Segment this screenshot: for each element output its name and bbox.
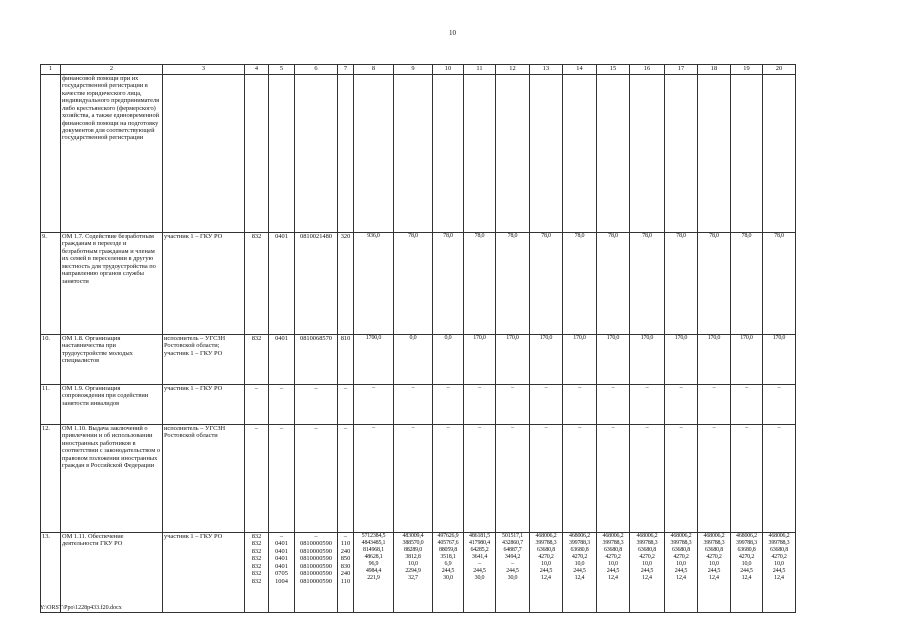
expense-value: 78,0 — [698, 233, 731, 335]
expense-value: 468006,2 399788,3 63680,8 4270,2 10,0 244,5 12,4 — [698, 533, 731, 613]
row-number: 12. — [41, 425, 61, 533]
expense-value: 5712384,5 4843485,1 814968,1 48628,1 96,9 4984,4 221,9 — [354, 533, 394, 613]
target-article-code: 0810021480 — [295, 233, 338, 335]
expense-value: 468006,2 399788,3 63680,8 4270,2 10,0 244,5 12,4 — [763, 533, 796, 613]
expense-value: – — [464, 425, 496, 533]
expense-value — [433, 75, 464, 233]
expense-value: – — [464, 385, 496, 425]
row-number: 10. — [41, 335, 61, 385]
column-number-cell: 20 — [763, 65, 796, 75]
expense-value: 170,0 — [698, 335, 731, 385]
column-number-cell: 8 — [354, 65, 394, 75]
table-row — [41, 233, 796, 335]
column-number-row — [41, 65, 796, 75]
column-number-cell: 15 — [597, 65, 630, 75]
measure-name: ОМ 1.11. Обеспечение деятельности ГКУ РО — [61, 533, 163, 613]
expense-value: – — [530, 425, 563, 533]
expense-value — [665, 75, 698, 233]
column-number-cell: 18 — [698, 65, 731, 75]
expense-value: – — [496, 425, 530, 533]
expense-value: 483009,4 388570,0 88289,0 3812,8 10,0 2294,9 32,7 — [394, 533, 433, 613]
expense-value: – — [763, 425, 796, 533]
column-number-cell: 12 — [496, 65, 530, 75]
table-row — [41, 335, 796, 385]
expense-value: 78,0 — [496, 233, 530, 335]
responsible-executor: участник 1 – ГКУ РО — [163, 533, 245, 613]
section-subsection-code: – 0401 0401 0401 0401 0705 1004 — [269, 533, 295, 613]
grbs-code: 832 832 832 832 832 832 832 — [245, 533, 269, 613]
expense-type-code: – 110 240 850 830 240 110 — [338, 533, 354, 613]
table-body — [41, 65, 796, 613]
responsible-executor: исполнитель – УГСЗН Ростовской области; участник 1 – ГКУ РО — [163, 335, 245, 385]
row-number: 13. — [41, 533, 61, 613]
expense-value: – — [563, 425, 597, 533]
row-number: 11. — [41, 385, 61, 425]
expense-value: 936,0 — [354, 233, 394, 335]
expense-value: – — [530, 385, 563, 425]
expense-value — [630, 75, 665, 233]
expense-value — [354, 75, 394, 233]
section-subsection-code — [269, 75, 295, 233]
expense-value: – — [354, 425, 394, 533]
grbs-code — [245, 75, 269, 233]
row-number — [41, 75, 61, 233]
column-number-cell: 1 — [41, 65, 61, 75]
column-number-cell: 2 — [61, 65, 163, 75]
document-path-footer: Y:\ORST\Ppo\1228p433.f20.docx — [40, 605, 122, 611]
budget-table — [40, 64, 796, 613]
expense-value: – — [731, 385, 763, 425]
expense-value: 78,0 — [731, 233, 763, 335]
expense-type-code: – — [338, 385, 354, 425]
target-article-code: – 0810000590 0810000590 0810000590 0810000590 0810000590 0810000590 — [295, 533, 338, 613]
expense-value: 78,0 — [597, 233, 630, 335]
expense-value: 486181,5 417980,4 64285,2 3641,4 – 244,5 30,0 — [464, 533, 496, 613]
expense-type-code: – — [338, 425, 354, 533]
expense-value — [597, 75, 630, 233]
expense-value: – — [354, 385, 394, 425]
expense-value: 170,0 — [464, 335, 496, 385]
expense-value: 468006,2 399788,3 63680,8 4270,2 10,0 244,5 12,4 — [530, 533, 563, 613]
table-row — [41, 385, 796, 425]
expense-value: 78,0 — [394, 233, 433, 335]
expense-value: – — [698, 425, 731, 533]
section-subsection-code: 0401 — [269, 233, 295, 335]
expense-value: 497626,9 405767,6 88059,8 3518,1 6,9 244,5 30,0 — [433, 533, 464, 613]
expense-value: – — [433, 425, 464, 533]
expense-type-code: 320 — [338, 233, 354, 335]
expense-value: – — [394, 385, 433, 425]
expense-value: – — [563, 385, 597, 425]
row-number: 9. — [41, 233, 61, 335]
expense-value — [394, 75, 433, 233]
expense-value: – — [433, 385, 464, 425]
responsible-executor — [163, 75, 245, 233]
measure-name: ОМ 1.10. Выдача заключений о привлечении и об использовании иностранных работников в соответствии с законодательством о правовом положении иностранных граждан в Российской Федерации — [61, 425, 163, 533]
expense-value: 501517,1 432860,7 64887,7 3494,2 – 244,5 30,0 — [496, 533, 530, 613]
expense-value: – — [665, 425, 698, 533]
measure-name: финансовой помощи при их государственной регистрации в качестве юридического лица, индивидуального предпринимателя либо крестьянского (фермерского) хозяйства, а также единовременной финансовой помощи на подготовку документов для соответствующей государственной регистрации — [61, 75, 163, 233]
expense-value: – — [630, 425, 665, 533]
grbs-code: – — [245, 425, 269, 533]
expense-value: 468006,2 399788,3 63680,8 4270,2 10,0 244,5 12,4 — [630, 533, 665, 613]
column-number-cell: 19 — [731, 65, 763, 75]
expense-value: 0,0 — [394, 335, 433, 385]
expense-value: 170,0 — [731, 335, 763, 385]
expense-value — [731, 75, 763, 233]
page-number: 10 — [449, 29, 456, 37]
expense-value: 170,0 — [597, 335, 630, 385]
column-number-cell: 11 — [464, 65, 496, 75]
column-number-cell: 4 — [245, 65, 269, 75]
expense-value: 468006,2 399788,3 63680,8 4270,2 10,0 244,5 12,4 — [597, 533, 630, 613]
expense-value: – — [496, 385, 530, 425]
target-article-code — [295, 75, 338, 233]
column-number-cell: 6 — [295, 65, 338, 75]
expense-value: 78,0 — [433, 233, 464, 335]
expense-value — [763, 75, 796, 233]
measure-name: ОМ 1.7. Содействие безработным гражданам в переезде и безработным гражданам и членам их семей в переселении в другую местность для трудоустройства по направлению органов службы занятости — [61, 233, 163, 335]
expense-value: 468006,2 399788,3 63680,8 4270,2 10,0 244,5 12,4 — [665, 533, 698, 613]
expense-value: 78,0 — [665, 233, 698, 335]
responsible-executor: участник 1 – ГКУ РО — [163, 233, 245, 335]
column-number-cell: 3 — [163, 65, 245, 75]
expense-value — [698, 75, 731, 233]
section-subsection-code: 0401 — [269, 335, 295, 385]
grbs-code: – — [245, 385, 269, 425]
expense-value: 1700,0 — [354, 335, 394, 385]
expense-value: 170,0 — [665, 335, 698, 385]
column-number-cell: 17 — [665, 65, 698, 75]
measure-name: ОМ 1.9. Организация сопровождения при содействии занятости инвалидов — [61, 385, 163, 425]
expense-value — [464, 75, 496, 233]
column-number-cell: 16 — [630, 65, 665, 75]
expense-value: – — [630, 385, 665, 425]
expense-value: 170,0 — [563, 335, 597, 385]
column-number-cell: 9 — [394, 65, 433, 75]
expense-value: 468006,2 399788,3 63680,8 4270,2 10,0 244,5 12,4 — [563, 533, 597, 613]
expense-value: 0,0 — [433, 335, 464, 385]
expense-value: – — [665, 385, 698, 425]
expense-value: 170,0 — [630, 335, 665, 385]
expense-type-code: 810 — [338, 335, 354, 385]
expense-value: 78,0 — [630, 233, 665, 335]
responsible-executor: участник 1 – ГКУ РО — [163, 385, 245, 425]
section-subsection-code: – — [269, 385, 295, 425]
table-row — [41, 425, 796, 533]
expense-value: – — [597, 425, 630, 533]
section-subsection-code: – — [269, 425, 295, 533]
column-number-cell: 14 — [563, 65, 597, 75]
grbs-code: 832 — [245, 335, 269, 385]
expense-value — [496, 75, 530, 233]
expense-value: – — [394, 425, 433, 533]
expense-value: 78,0 — [464, 233, 496, 335]
expense-value: 468006,2 399788,3 63680,8 4270,2 10,0 244,5 12,4 — [731, 533, 763, 613]
expense-value: 78,0 — [763, 233, 796, 335]
responsible-executor: исполнитель – УГСЗН Ростовской области — [163, 425, 245, 533]
expense-value — [563, 75, 597, 233]
measure-name: ОМ 1.8. Организация наставничества при трудоустройстве молодых специалистов — [61, 335, 163, 385]
expense-value: 78,0 — [530, 233, 563, 335]
target-article-code: – — [295, 385, 338, 425]
table-row — [41, 533, 796, 613]
expense-value: – — [698, 385, 731, 425]
grbs-code: 832 — [245, 233, 269, 335]
table-row — [41, 75, 796, 233]
column-number-cell: 7 — [338, 65, 354, 75]
column-number-cell: 5 — [269, 65, 295, 75]
expense-value: – — [597, 385, 630, 425]
column-number-cell: 10 — [433, 65, 464, 75]
expense-value: 170,0 — [763, 335, 796, 385]
expense-type-code — [338, 75, 354, 233]
column-number-cell: 13 — [530, 65, 563, 75]
target-article-code: – — [295, 425, 338, 533]
expense-value: 170,0 — [496, 335, 530, 385]
expense-value: – — [763, 385, 796, 425]
expense-value — [530, 75, 563, 233]
expense-value: 78,0 — [563, 233, 597, 335]
target-article-code: 0810068570 — [295, 335, 338, 385]
expense-value: – — [731, 425, 763, 533]
expense-value: 170,0 — [530, 335, 563, 385]
